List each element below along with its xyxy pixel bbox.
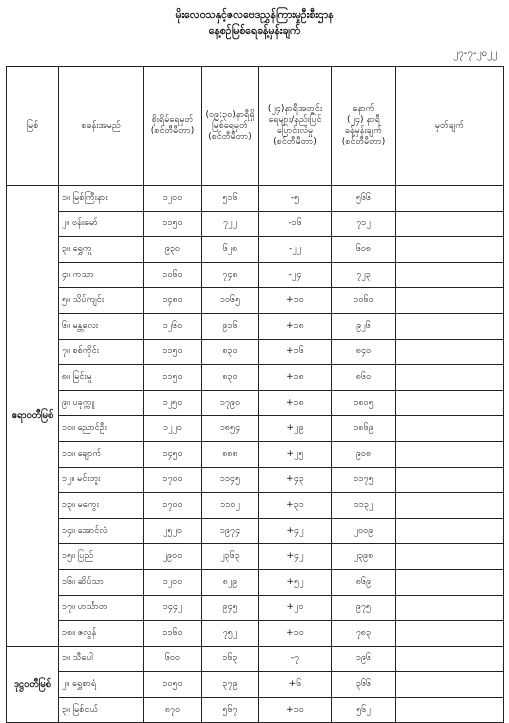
forecast-cell: ၇၈၃ — [332, 621, 396, 647]
change-cell: -၅ — [259, 186, 332, 212]
current-level-cell: ၉၄၅ — [202, 595, 259, 621]
remark-cell — [396, 621, 504, 647]
remark-cell — [396, 288, 504, 314]
forecast-cell: ၁၈၆၉ — [332, 416, 396, 442]
table-row — [7, 288, 504, 314]
change-cell: +၁၈ — [259, 390, 332, 416]
remark-cell — [396, 237, 504, 263]
change-cell: -၇ — [259, 646, 332, 672]
change-cell: +၃၁ — [259, 493, 332, 519]
change-cell: +၅၂ — [259, 569, 332, 595]
remark-cell — [396, 518, 504, 544]
station-cell: ၁၄။ အောင်လံ — [59, 518, 144, 544]
forecast-cell: ၆၀၈ — [332, 237, 396, 263]
table-body — [7, 186, 504, 723]
station-cell: ၆။ မန္တလေး — [59, 313, 144, 339]
table-row — [7, 544, 504, 570]
table-row — [7, 467, 504, 493]
forecast-cell: ၅၆၆ — [332, 186, 396, 212]
current-level-cell: ၈၃၀ — [202, 339, 259, 365]
station-cell: ၁၂။ မင်းဘူး — [59, 467, 144, 493]
station-cell: ၄။ ကသာ — [59, 262, 144, 288]
forecast-cell: ၇၂၃ — [332, 262, 396, 288]
danger-level-cell: ၂၉၀၀ — [144, 544, 202, 570]
page-title: မိုးလေဝသနှင့်ဇလဗေဒညွှန်ကြားမှုဦးစီးဌာန — [175, 9, 334, 21]
danger-level-cell: ၁၄၈၀ — [144, 288, 202, 314]
station-cell: ၅။ သိပ်ကျင်း — [59, 288, 144, 314]
danger-level-cell: ၁၂၆၀ — [144, 313, 202, 339]
river-name-cell: ဧရာဝတီမြစ် — [7, 186, 59, 647]
station-cell: ၁၀။ ညောင်ဦး — [59, 416, 144, 442]
danger-level-cell: ၈၇၀ — [144, 697, 202, 723]
table-row — [7, 339, 504, 365]
table-row — [7, 365, 504, 391]
table-row — [7, 672, 504, 698]
station-cell: ၁၅။ ပြည် — [59, 544, 144, 570]
current-level-cell: ၁၁၄၅ — [202, 467, 259, 493]
station-cell: ၃။ မြစ်ငယ် — [59, 697, 144, 723]
table-row — [7, 697, 504, 723]
table-row — [7, 518, 504, 544]
change-cell: +၁၆ — [259, 339, 332, 365]
table-row — [7, 390, 504, 416]
remark-cell — [396, 416, 504, 442]
table-row — [7, 211, 504, 237]
current-level-cell: ၇၂၂ — [202, 211, 259, 237]
table-header-row — [7, 67, 504, 186]
header-forecast: နောက် (၂၄) နာရီ ခန့်မှန်းချက် (စင်တီမီတာ) — [332, 67, 396, 186]
station-cell: ၁၃။ မကွေး — [59, 493, 144, 519]
remark-cell — [396, 544, 504, 570]
station-cell: ၂။ ဗန်းမော် — [59, 211, 144, 237]
remark-cell — [396, 672, 504, 698]
table-row — [7, 186, 504, 212]
table-row — [7, 313, 504, 339]
change-cell: +၂၉ — [259, 416, 332, 442]
danger-level-cell: ၁၇၀၀ — [144, 493, 202, 519]
station-cell: ၁၇။ ဟင်္သာတ — [59, 595, 144, 621]
change-cell: +၂၅ — [259, 441, 332, 467]
forecast-cell: ၉၀၈ — [332, 441, 396, 467]
current-level-cell: ၈၂၉ — [202, 569, 259, 595]
station-cell: ၁၁။ ချောက် — [59, 441, 144, 467]
remark-cell — [396, 339, 504, 365]
station-cell: ၈။ မြင်းမူ — [59, 365, 144, 391]
forecast-cell: ၃၆၆ — [332, 672, 396, 698]
current-level-cell: ၉၁၆ — [202, 313, 259, 339]
remark-cell — [396, 186, 504, 212]
change-cell: -၂၂ — [259, 237, 332, 263]
danger-level-cell: ၁၂၀၀ — [144, 186, 202, 212]
forecast-cell: ၁၁၇၅ — [332, 467, 396, 493]
forecast-cell: ၁၉၆ — [332, 646, 396, 672]
danger-level-cell: ၁၇၀၀ — [144, 467, 202, 493]
change-cell: +၁၈ — [259, 313, 332, 339]
danger-level-cell: ၁၂၀၀ — [144, 569, 202, 595]
forecast-cell: ၅၆၂ — [332, 697, 396, 723]
remark-cell — [396, 262, 504, 288]
remark-cell — [396, 467, 504, 493]
remark-cell — [396, 697, 504, 723]
station-cell: ၁။ သီပေါ — [59, 646, 144, 672]
remark-cell — [396, 441, 504, 467]
forecast-cell: ၉၂၆ — [332, 313, 396, 339]
forecast-cell: ၈၆၉ — [332, 569, 396, 595]
forecast-cell: ၁၀၆၀ — [332, 288, 396, 314]
table-row — [7, 493, 504, 519]
table-row — [7, 621, 504, 647]
danger-level-cell: ၂၅၂၀ — [144, 518, 202, 544]
table-row — [7, 646, 504, 672]
remark-cell — [396, 390, 504, 416]
header-river: မြစ် — [7, 67, 59, 186]
change-cell: +၄၂ — [259, 518, 332, 544]
current-level-cell: ၂၃၆၃ — [202, 544, 259, 570]
remark-cell — [396, 569, 504, 595]
change-cell: -၁၆ — [259, 211, 332, 237]
current-level-cell: ၁၈၅၄ — [202, 416, 259, 442]
danger-level-cell: ၁၂၂၀ — [144, 416, 202, 442]
table-row — [7, 595, 504, 621]
danger-level-cell: ၁၄၅၀ — [144, 441, 202, 467]
danger-level-cell: ၁၁၅၀ — [144, 211, 202, 237]
header-current-level: (၀၉:၃၀)နာရီရှိ မြစ်ရေမှတ် (စင်တီမီတာ) — [202, 67, 259, 186]
forecast-cell: ၈၆၀ — [332, 365, 396, 391]
change-cell: +၁၀ — [259, 697, 332, 723]
page-subtitle: နေ့စဉ်မြစ်ရေခန့်မှန်းချက် — [208, 25, 301, 37]
table-row — [7, 262, 504, 288]
table-row — [7, 569, 504, 595]
current-level-cell: ၃၇၉ — [202, 672, 259, 698]
danger-level-cell: ၁၁၆၀ — [144, 621, 202, 647]
danger-level-cell: ၉၃၀ — [144, 237, 202, 263]
danger-level-cell: ၆၀၀ — [144, 646, 202, 672]
change-cell: +၄၂ — [259, 544, 332, 570]
change-cell: -၂၄ — [259, 262, 332, 288]
station-cell: ၂။ ရွှေစာရံ — [59, 672, 144, 698]
current-level-cell: ၁၇၉၀ — [202, 390, 259, 416]
header-remarks: မှတ်ချက် — [396, 67, 504, 186]
current-level-cell: ၁၀၆၅ — [202, 288, 259, 314]
table-row — [7, 441, 504, 467]
current-level-cell: ၇၄၈ — [202, 262, 259, 288]
current-level-cell: ၅၆၇ — [202, 697, 259, 723]
remark-cell — [396, 211, 504, 237]
remark-cell — [396, 493, 504, 519]
current-level-cell: ၁၁၀၂ — [202, 493, 259, 519]
station-cell: ၇။ စစ်ကိုင်း — [59, 339, 144, 365]
table-row — [7, 416, 504, 442]
current-level-cell: ၈၃၀ — [202, 365, 259, 391]
danger-level-cell: ၁၁၅၀ — [144, 339, 202, 365]
current-level-cell: ၆၂၈ — [202, 237, 259, 263]
forecast-cell: ၇၁၂ — [332, 211, 396, 237]
forecast-cell: ၈၄၀ — [332, 339, 396, 365]
change-cell: +၁၀ — [259, 288, 332, 314]
remark-cell — [396, 313, 504, 339]
remark-cell — [396, 646, 504, 672]
current-level-cell: ၇၅၂ — [202, 621, 259, 647]
danger-level-cell: ၁၁၅၀ — [144, 365, 202, 391]
station-cell: ၃။ ရွှေကူ — [59, 237, 144, 263]
change-cell: +၁၈ — [259, 365, 332, 391]
remark-cell — [396, 595, 504, 621]
danger-level-cell: ၁၀၆၀ — [144, 262, 202, 288]
danger-level-cell: ၁၀၅၀ — [144, 672, 202, 698]
change-cell: +၁၀ — [259, 621, 332, 647]
station-cell: ၁၆။ ဆိပ်သာ — [59, 569, 144, 595]
river-name-cell: ဒုဋ္ဌဝတီမြစ် — [7, 646, 59, 723]
header-station: စခန်းအမည် — [59, 67, 144, 186]
current-level-cell: ၅၁၆ — [202, 186, 259, 212]
change-cell: +၂၀ — [259, 595, 332, 621]
header-danger-level: စိုးရိမ်ရေမှတ် (စင်တီမီတာ) — [144, 67, 202, 186]
forecast-cell: ၁၈၀၅ — [332, 390, 396, 416]
station-cell: ၁။ မြစ်ကြီးနား — [59, 186, 144, 212]
danger-level-cell: ၁၄၄၂ — [144, 595, 202, 621]
forecast-cell: ၂၀၀၉ — [332, 518, 396, 544]
danger-level-cell: ၁၂၅၀ — [144, 390, 202, 416]
station-cell: ၉။ ပခုက္ကူ — [59, 390, 144, 416]
current-level-cell: ၁၉၇၄ — [202, 518, 259, 544]
current-level-cell: ၈၈၈ — [202, 441, 259, 467]
current-level-cell: ၁၆၃ — [202, 646, 259, 672]
header-change: (၂၄)နာရီအတွင်း ရေများ/နည်းပြင် ပြောင်းလဲမှု (စင်တီမီတာ) — [259, 67, 332, 186]
station-cell: ၁၈။ ဇလွန် — [59, 621, 144, 647]
river-forecast-table — [6, 66, 504, 723]
forecast-cell: ၉၇၅ — [332, 595, 396, 621]
forecast-cell: ၁၁၃၂ — [332, 493, 396, 519]
table-row — [7, 237, 504, 263]
forecast-cell: ၂၃၉၈ — [332, 544, 396, 570]
change-cell: +၆ — [259, 672, 332, 698]
change-cell: +၄၃ — [259, 467, 332, 493]
report-date: ၂၇-၇-၂၀၂၂ — [453, 48, 497, 59]
remark-cell — [396, 365, 504, 391]
